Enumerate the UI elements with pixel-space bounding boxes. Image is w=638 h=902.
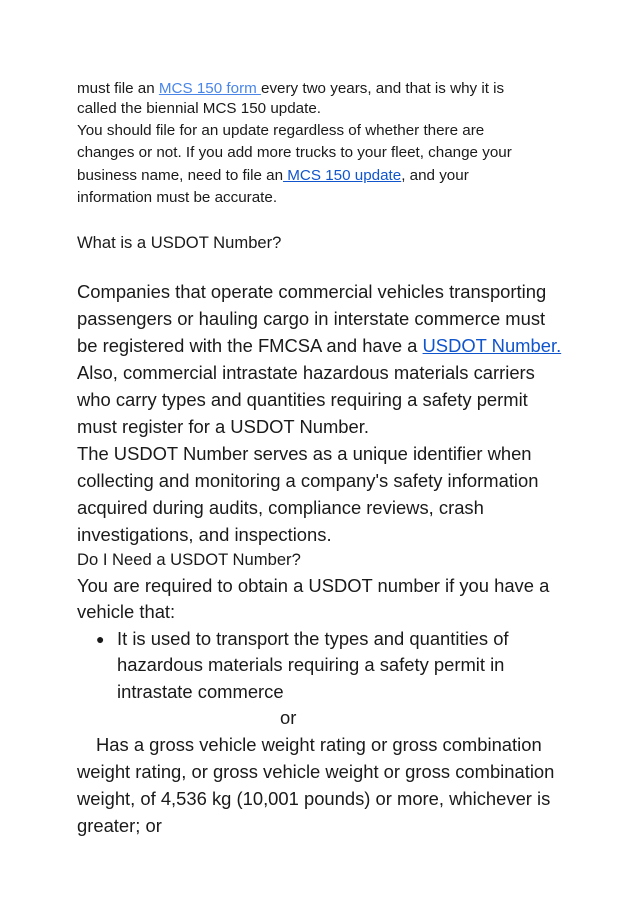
p1-line-5 bbox=[77, 166, 469, 186]
or-separator: or bbox=[280, 707, 297, 728]
p2-line-5: who carry types and quantities requiring a safety permit bbox=[77, 389, 528, 410]
p2-line-1: Companies that operate commercial vehicles transporting bbox=[77, 281, 547, 302]
p2-line-3 bbox=[77, 334, 561, 358]
p1-line-1 bbox=[77, 79, 504, 99]
p4-line-3: weight, of 4,536 kg (10,001 pounds) or more, whichever is bbox=[77, 788, 551, 809]
p1-line-5-pre: business name, need to file an bbox=[77, 167, 284, 184]
p2-line-4: Also, commercial intrastate hazardous materials carriers bbox=[77, 362, 535, 383]
p4-line-4: greater; or bbox=[77, 815, 162, 836]
p2-line-7: The USDOT Number serves as a unique identifier when bbox=[77, 443, 532, 464]
p1-line-4: changes or not. If you add more trucks to your fleet, change your bbox=[77, 144, 512, 161]
heading-what-is-usdot: What is a USDOT Number? bbox=[77, 233, 282, 252]
p4-line-1: Has a gross vehicle weight rating or gross combination bbox=[96, 734, 542, 755]
bullet-line-2: hazardous materials requiring a safety permit in bbox=[117, 654, 505, 675]
bullet-dot-icon: ● bbox=[96, 631, 105, 647]
mcs150-form-link[interactable]: MCS 150 form bbox=[158, 80, 262, 97]
p4-line-2: weight rating, or gross vehicle weight or gross combination bbox=[77, 761, 555, 782]
p3-line-1: You are required to obtain a USDOT number if you have a bbox=[77, 575, 550, 596]
p2-line-10: investigations, and inspections. bbox=[77, 524, 332, 545]
bullet-line-3: intrastate commerce bbox=[117, 681, 284, 702]
p1-line-3: You should file for an update regardless of whether there are bbox=[77, 122, 485, 139]
p2-line-3-pre: be registered with the FMCSA and have a bbox=[77, 335, 423, 356]
heading-do-i-need-usdot: Do I Need a USDOT Number? bbox=[77, 550, 301, 569]
mcs150-update-link[interactable]: MCS 150 update bbox=[283, 167, 402, 184]
p1-line-2: called the biennial MCS 150 update. bbox=[77, 100, 322, 117]
p1-line-6: information must be accurate. bbox=[77, 189, 278, 206]
p3-line-2: vehicle that: bbox=[77, 601, 176, 622]
p2-line-8: collecting and monitoring a company's safety information bbox=[77, 470, 539, 491]
usdot-number-link[interactable]: USDOT Number. bbox=[422, 335, 562, 356]
p1-line-1-pre: must file an bbox=[77, 80, 159, 97]
p1-line-5-post: , and your bbox=[401, 167, 469, 184]
p1-line-1-post: every two years, and that is why it is bbox=[261, 80, 505, 97]
bullet-line-1: It is used to transport the types and quantities of bbox=[117, 628, 509, 649]
p2-line-9: acquired during audits, compliance reviews, crash bbox=[77, 497, 484, 518]
p2-line-6: must register for a USDOT Number. bbox=[77, 416, 369, 437]
p2-line-2: passengers or hauling cargo in interstate commerce must bbox=[77, 308, 546, 329]
